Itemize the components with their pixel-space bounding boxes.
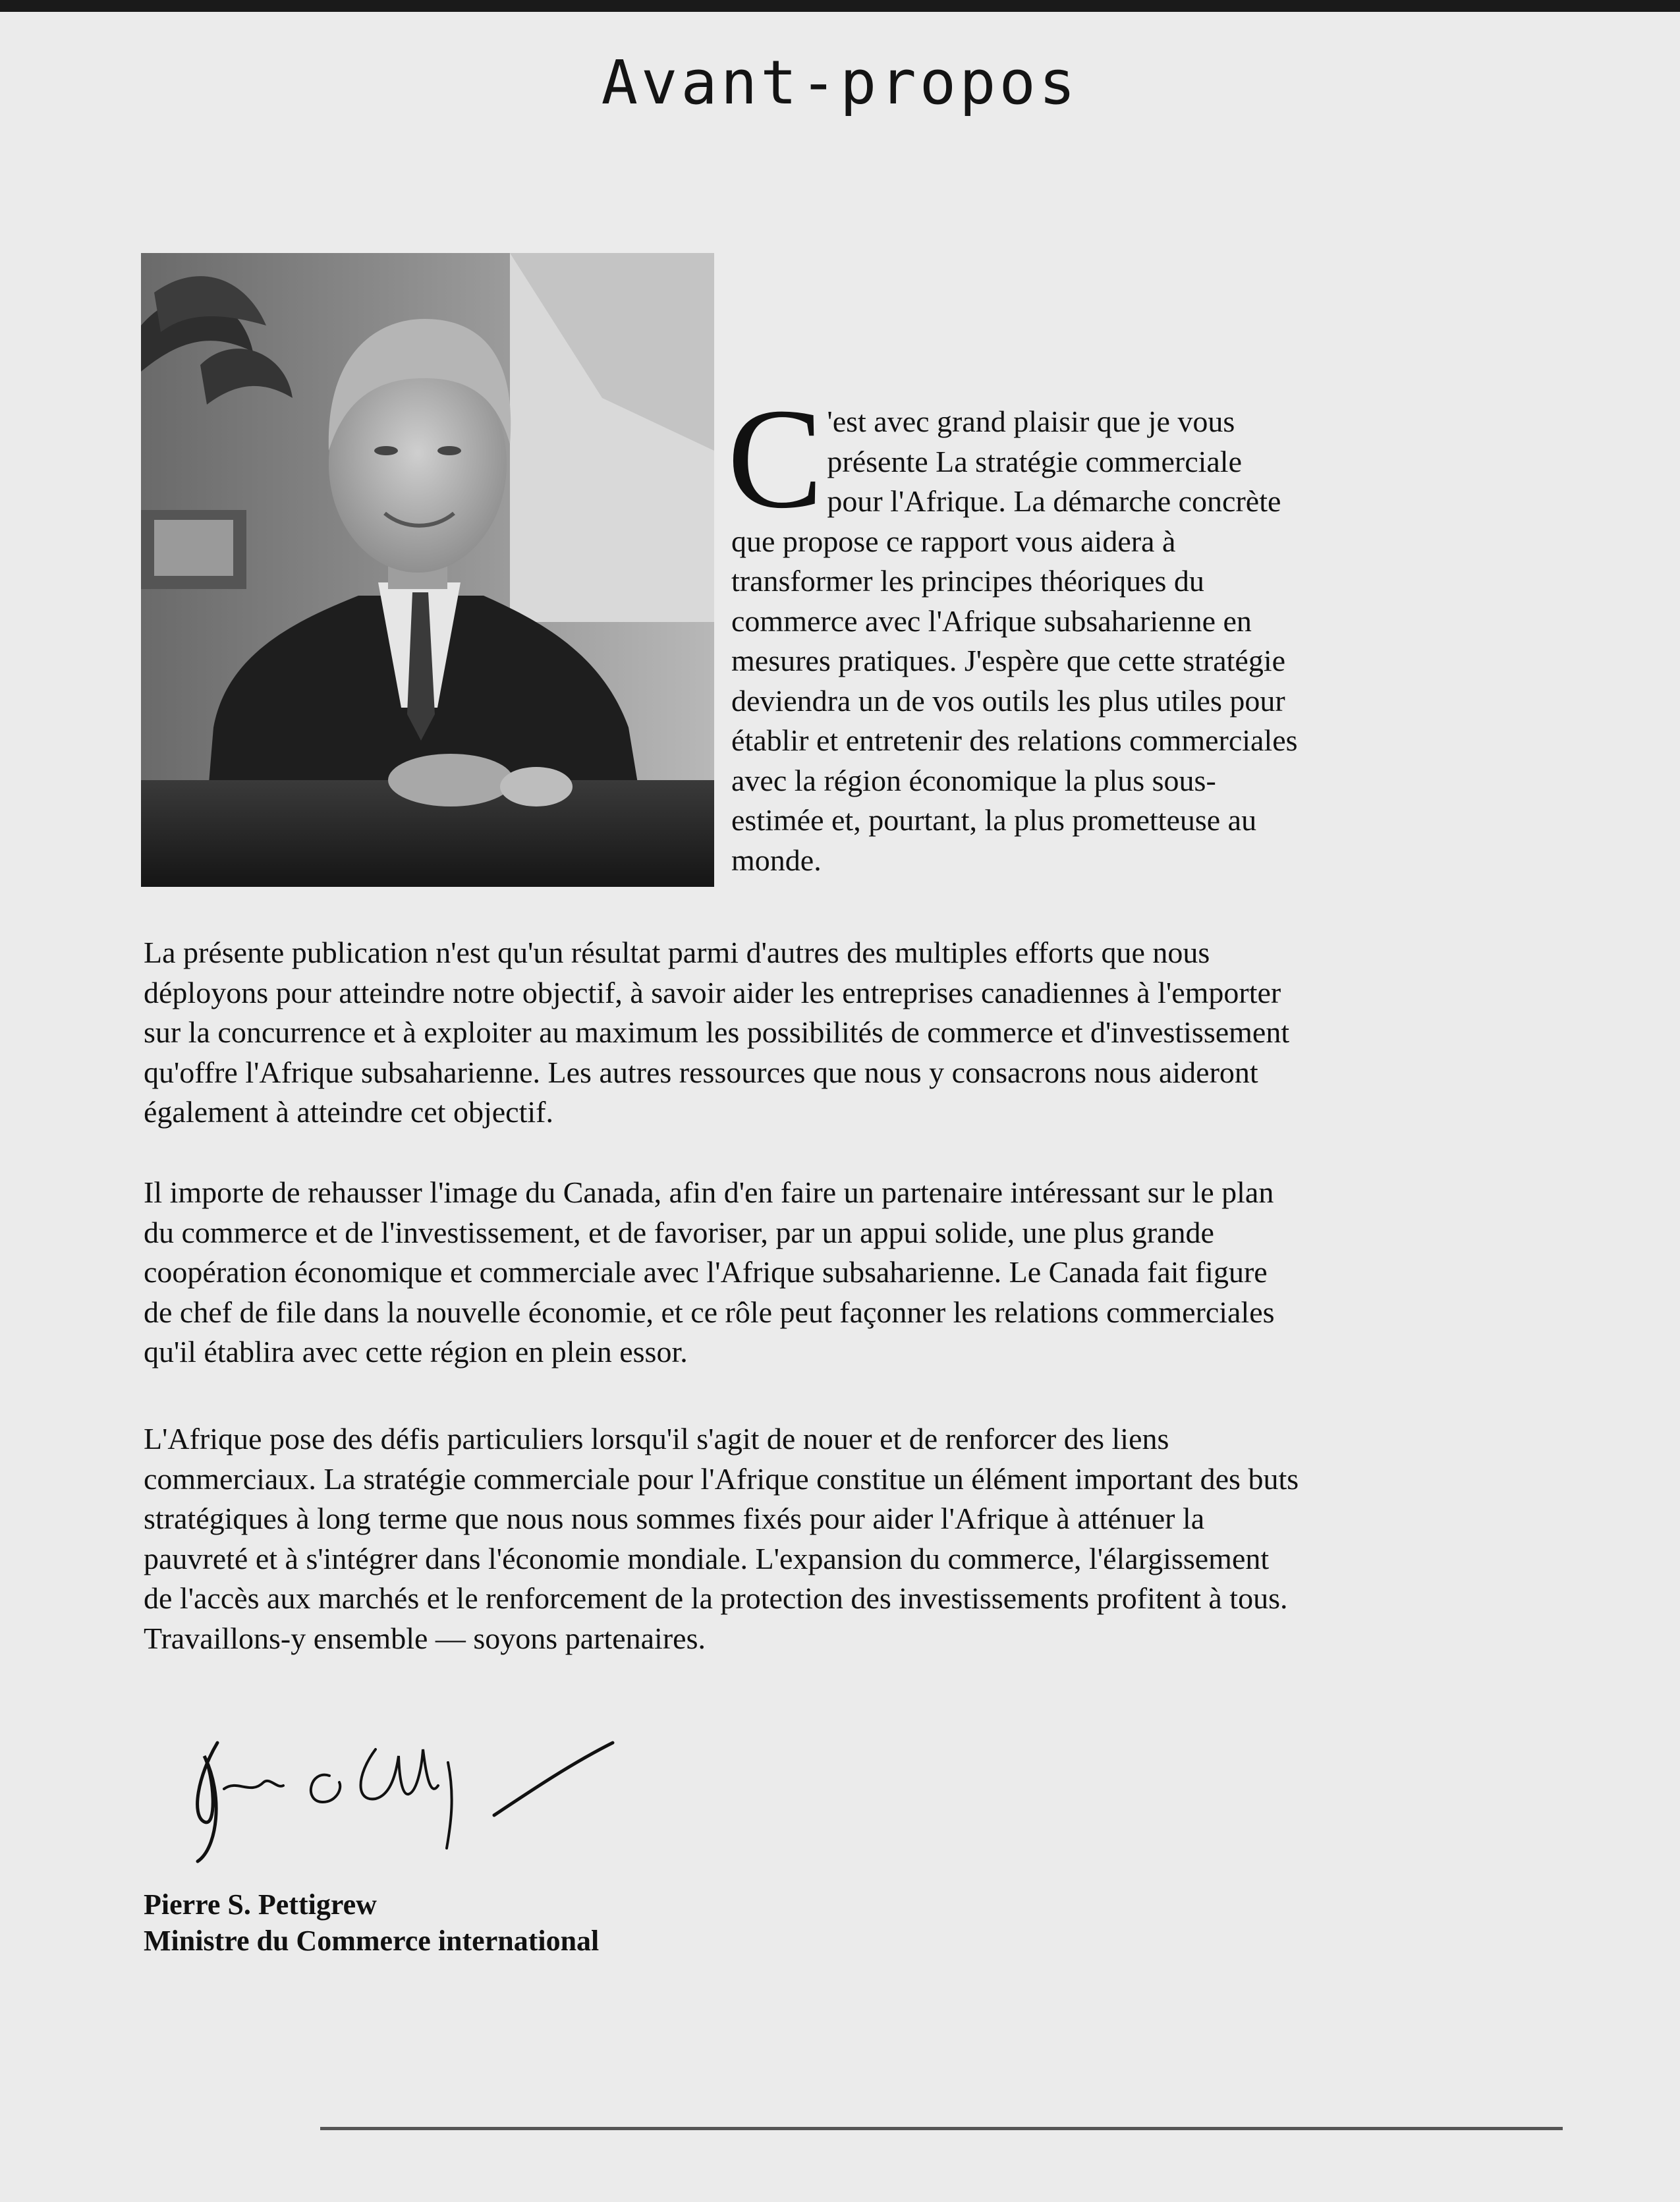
body-paragraph: L'Afrique pose des défis particuliers lorsqu'il s'agit de nouer et de renforcer des liens commerciaux. La stratégie commerciale pour l'Afrique constitue un élément important des buts stratégiques à long terme que nous nous sommes fixés pour aider l'Afrique à atténuer la pauvreté et à s'intégrer dans l'économie mondiale. L'expansion du commerce, l'élargissement de l'accès aux marchés et le renforcement de la protection des investissements profitent à tous. Travaillons-y ensemble — soyons partenaires. [144, 1422, 1299, 1655]
handwritten-signature [178, 1716, 626, 1868]
body-paragraph: La présente publication n'est qu'un résultat parmi d'autres des multiples efforts que nous déployons pour atteindre notre objectif, à savoir aider les entreprises canadiennes à l'emporter sur la concurrence et à exploiter au maximum les possibilités de commerce et d'investissement qu'offre l'Afrique subsaharienne. Les autres ressources que nous y consacrons nous aideront également à atteindre cet objectif. [144, 936, 1290, 1129]
drop-cap: C [727, 380, 824, 538]
intro-paragraph [727, 380, 1298, 880]
signatory-name: Pierre S. Pettigrew [144, 1888, 377, 1921]
body-paragraph: Il importe de rehausser l'image du Canada, afin d'en faire un partenaire intéressant sur le plan du commerce et de l'investissement, et de favoriser, par un appui solide, une plus grande coopération économique et commerciale avec l'Afrique subsaharienne. Le Canada fait figure de chef de file dans la nouvelle économie, et ce rôle peut façonner les relations commerciales qu'il établira avec cette région en plein essor. [144, 1175, 1275, 1369]
top-rule [0, 0, 1680, 12]
bottom-rule [320, 2127, 1563, 2130]
portrait-photo [141, 253, 714, 887]
page-title: Avant-propos [601, 47, 1079, 118]
signatory-role: Ministre du Commerce international [144, 1925, 600, 1957]
intro-text: 'est avec grand plaisir que je vous présente La stratégie commerciale pour l'Afrique. La démarche concrète que propose ce rapport vous aidera à transformer les principes théoriques du commerce avec l'Afrique subsaharienne en mesures pratiques. J'espère que cette stratégie deviendra un de vos outils les plus utiles pour établir et entretenir des relations commerciales avec la région économique la plus sous-estimée et, pourtant, la plus prometteuse au monde. [731, 405, 1298, 877]
